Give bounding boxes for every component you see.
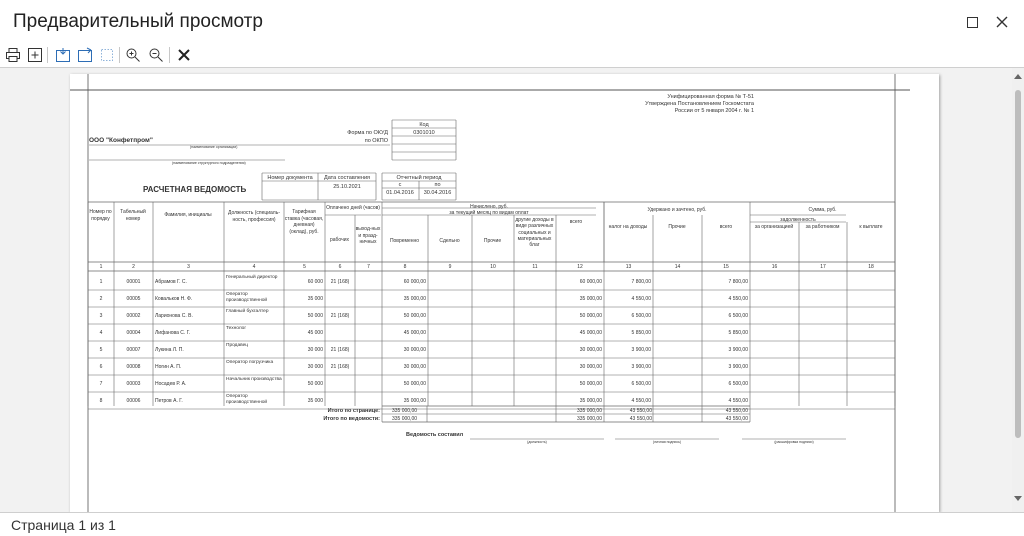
- docdate-value: 25.10.2021: [333, 184, 361, 190]
- cell-wtotal: 5 850,00: [728, 330, 748, 336]
- toolbar-separator: [169, 47, 170, 63]
- total-doc-wtotal: 43 550,00: [725, 416, 748, 422]
- close-icon: [996, 16, 1008, 28]
- h-withheld: Удержано и зачтено, руб.: [647, 207, 707, 213]
- h-paid: Оплачено дней (часов): [326, 205, 380, 211]
- period-from-label: с: [398, 182, 402, 188]
- form-line-3: России от 5 января 2004 г. № 1: [674, 108, 754, 114]
- cell-tab: 00007: [126, 347, 141, 353]
- cell-time: 50 000,00: [403, 313, 426, 319]
- toolbar-separator: [119, 47, 120, 63]
- cell-time: 50 000,00: [403, 381, 426, 387]
- cell-wtotal: 4 550,00: [728, 296, 748, 302]
- export-page-button[interactable]: [53, 45, 73, 65]
- status-bar: [0, 512, 1024, 536]
- column-number: 13: [625, 264, 632, 270]
- cell-days: 21 (168): [330, 279, 350, 285]
- cell-pos: Оператор производственной: [226, 394, 268, 405]
- cell-tab: 00002: [126, 313, 141, 319]
- cell-n: 2: [99, 296, 103, 302]
- cell-n: 5: [99, 347, 103, 353]
- maximize-button[interactable]: [960, 10, 984, 34]
- docnum-header: Номер документа: [267, 175, 313, 181]
- cell-pos: Главный бухгалтер: [226, 309, 269, 314]
- h-holiday: выход-ных и празд-ничных: [355, 226, 381, 245]
- cell-tax: 6 500,00: [631, 313, 651, 319]
- zoom-in-button[interactable]: [123, 45, 143, 65]
- cell-total: 30 000,00: [579, 364, 602, 370]
- h-other-inc: другие доходы в виде различных социальных и материальных благ: [515, 217, 554, 249]
- add-button[interactable]: [25, 45, 45, 65]
- cell-rate: 50 000: [307, 313, 323, 319]
- h-name: Фамилия, инициалы: [164, 212, 212, 218]
- column-number: 10: [490, 264, 496, 270]
- cell-name: Петров А. Г.: [155, 398, 183, 404]
- okud-value: 0301010: [413, 130, 435, 136]
- vertical-scrollbar[interactable]: [1012, 68, 1024, 512]
- zoom-out-button[interactable]: [146, 45, 166, 65]
- cell-time: 30 000,00: [403, 347, 426, 353]
- close-window-button[interactable]: [990, 10, 1014, 34]
- column-number: 16: [771, 264, 778, 270]
- column-number: 15: [723, 264, 729, 270]
- h-time: Повременно: [389, 238, 420, 244]
- cell-time: 30 000,00: [403, 364, 426, 370]
- toolbar: [0, 44, 1024, 66]
- cell-wtotal: 6 500,00: [728, 313, 748, 319]
- cell-n: 1: [99, 279, 103, 285]
- org-caption: (наименование организации): [190, 145, 238, 149]
- org-name: ООО "Конфетпром": [89, 137, 153, 144]
- cell-tax: 4 550,00: [631, 296, 651, 302]
- h-debt: задолженность: [780, 217, 816, 223]
- period-to-label: по: [434, 182, 441, 188]
- h-other: Прочие: [483, 238, 502, 244]
- h-piece: Сдельно: [439, 238, 460, 244]
- form-line-1: Унифицированная форма № Т-51: [667, 94, 754, 100]
- cell-pos: Оператор погрузчика: [226, 360, 274, 365]
- scroll-up-icon[interactable]: [1014, 74, 1022, 79]
- column-number: 17: [820, 264, 826, 270]
- column-number: 2: [132, 264, 135, 270]
- okud-label: Форма по ОКУД: [347, 130, 388, 136]
- cell-n: 3: [99, 313, 103, 319]
- form-line-2: Утверждена Постановлением Госкомстата: [645, 101, 754, 107]
- total-doc-sum: 335 000,00: [576, 416, 602, 422]
- cell-wtotal: 7 800,00: [728, 279, 748, 285]
- sig-position: (должность): [527, 440, 547, 444]
- cell-rate: 35 000: [307, 296, 323, 302]
- cell-pos: Генеральный директор: [226, 275, 278, 280]
- cell-total: 30 000,00: [579, 347, 602, 353]
- cell-name: Абрамов Г. С.: [155, 279, 187, 285]
- zoom-in-icon: [125, 47, 141, 63]
- cell-wtotal: 3 900,00: [728, 347, 748, 353]
- cell-tab: 00008: [126, 364, 141, 370]
- cell-wtotal: 3 900,00: [728, 364, 748, 370]
- cell-n: 4: [99, 330, 103, 336]
- cell-tax: 3 900,00: [631, 364, 651, 370]
- cell-wtotal: 4 550,00: [728, 398, 748, 404]
- sig-sign: (личная подпись): [652, 440, 682, 444]
- cell-days: 21 (168): [330, 364, 350, 370]
- column-number: 1: [99, 264, 103, 270]
- total-page-sum: 335 000,00: [576, 408, 602, 414]
- cell-pos: Оператор производственной: [226, 292, 268, 303]
- h-debt-emp: за работником: [805, 224, 840, 230]
- total-doc-tax: 43 550,00: [629, 416, 652, 422]
- cell-days: 21 (168): [330, 347, 350, 353]
- cell-tax: 7 800,00: [631, 279, 651, 285]
- cell-tax: 3 900,00: [631, 347, 651, 353]
- signed-label: Ведомость составил: [406, 432, 464, 438]
- cell-total: 35 000,00: [579, 398, 602, 404]
- h-w-other: Прочие: [668, 224, 686, 230]
- cell-rate: 30 000: [307, 347, 323, 353]
- page-status: Страница 1 из 1: [11, 517, 116, 533]
- h-current: за текущий месяц по видам оплат: [449, 210, 529, 216]
- cell-rate: 60 000: [307, 279, 323, 285]
- total-page-tax: 43 550,00: [629, 408, 652, 414]
- doc-title: РАСЧЕТНАЯ ВЕДОМОСТЬ: [143, 185, 247, 194]
- add-icon: [27, 47, 43, 63]
- h-w-total: всего: [719, 224, 733, 230]
- total-doc-label: Итого по ведомости:: [323, 416, 380, 422]
- cell-tax: 5 850,00: [631, 330, 651, 336]
- cell-tab: 00001: [126, 279, 141, 285]
- sig-decode: (расшифровка подписи): [774, 440, 814, 444]
- print-button[interactable]: [3, 45, 23, 65]
- cell-n: 8: [99, 398, 103, 404]
- cell-total: 50 000,00: [579, 313, 602, 319]
- grid-icon: [99, 47, 115, 63]
- cell-wtotal: 6 500,00: [728, 381, 748, 387]
- total-page-label: Итого по странице:: [327, 408, 380, 414]
- cell-tab: 00003: [126, 381, 141, 387]
- close-preview-button[interactable]: [174, 45, 194, 65]
- cell-total: 60 000,00: [579, 279, 602, 285]
- h-accrued: Начислено, руб.: [470, 204, 508, 210]
- cell-tab: 00005: [126, 296, 141, 302]
- h-debt-org: за организацией: [754, 224, 794, 230]
- division-caption: (наименование структурного подразделения): [172, 161, 246, 165]
- cell-name: Лифанова С. Г.: [155, 330, 191, 336]
- h-sum: Сумма, руб.: [808, 207, 837, 213]
- cell-rate: 45 000: [307, 330, 323, 336]
- column-number: 4: [252, 264, 256, 270]
- export-page-icon: [55, 47, 71, 63]
- h-total: всего: [569, 219, 583, 225]
- cell-tax: 4 550,00: [631, 398, 651, 404]
- preview-viewport[interactable]: [0, 67, 1024, 513]
- cell-days: 21 (168): [330, 313, 350, 319]
- table-grid: [70, 74, 939, 512]
- cell-time: 35 000,00: [403, 296, 426, 302]
- cell-pos: Технолог: [226, 326, 247, 331]
- cell-total: 50 000,00: [579, 381, 602, 387]
- okpo-label: по ОКПО: [364, 138, 388, 144]
- cell-pos: Начальник производства: [226, 377, 282, 382]
- cell-pos: Продавец: [226, 343, 249, 348]
- h-tab: Табельный номер: [120, 209, 146, 222]
- cell-n: 6: [99, 364, 103, 370]
- period-header: Отчетный период: [396, 175, 442, 181]
- title-bar: [0, 0, 1024, 44]
- close-icon: [177, 48, 191, 62]
- cell-total: 35 000,00: [579, 296, 602, 302]
- total-doc-time: 335 000,00: [391, 416, 418, 422]
- column-number: 9: [448, 264, 452, 270]
- column-number: 8: [403, 264, 407, 270]
- total-page-wtotal: 43 550,00: [725, 408, 748, 414]
- column-number: 7: [367, 264, 370, 270]
- column-number: 3: [187, 264, 190, 270]
- column-number: 14: [674, 264, 681, 270]
- cell-name: Лукина Л. П.: [155, 347, 184, 353]
- column-number: 11: [532, 264, 538, 270]
- export-button[interactable]: [75, 45, 95, 65]
- scroll-down-icon[interactable]: [1014, 496, 1022, 501]
- code-header: Код: [419, 122, 429, 128]
- cell-time: 35 000,00: [403, 398, 426, 404]
- print-icon: [5, 47, 21, 63]
- zoom-out-icon: [148, 47, 164, 63]
- period-from: 01.04.2016: [386, 190, 414, 196]
- window-title: Предварительный просмотр: [13, 11, 263, 32]
- h-position: Должность (специаль-ность, профессия): [228, 210, 280, 223]
- cell-tax: 6 500,00: [631, 381, 651, 387]
- column-number: 12: [577, 264, 583, 270]
- h-tax: налог на доходы: [608, 224, 648, 230]
- document-page: [70, 74, 939, 512]
- export-icon: [77, 47, 93, 63]
- h-pay: к выплате: [859, 224, 883, 230]
- h-work: рабочих: [330, 237, 349, 243]
- total-page-time: 335 000,00: [391, 408, 418, 414]
- docdate-header: Дата составления: [324, 175, 370, 181]
- h-order: Номер по порядку: [89, 209, 112, 222]
- scroll-thumb[interactable]: [1015, 90, 1021, 438]
- cell-name: Ногин А. П.: [155, 364, 182, 370]
- period-to: 30.04.2016: [423, 190, 452, 196]
- cell-rate: 50 000: [307, 381, 323, 387]
- cell-time: 60 000,00: [403, 279, 426, 285]
- h-rate: Тарифная ставка (часовая, дневная) (оклад), руб.: [284, 209, 324, 235]
- column-number: 18: [868, 264, 874, 270]
- cell-tab: 00006: [126, 398, 141, 404]
- cell-n: 7: [99, 381, 103, 387]
- cell-time: 45 000,00: [403, 330, 426, 336]
- cell-name: Ларионова С. В.: [155, 313, 193, 319]
- toolbar-separator: [47, 47, 48, 63]
- grid-button[interactable]: [97, 45, 117, 65]
- cell-name: Ковальков Н. Ф.: [155, 296, 193, 302]
- cell-rate: 35 000: [307, 398, 323, 404]
- maximize-icon: [967, 17, 978, 28]
- cell-total: 45 000,00: [579, 330, 602, 336]
- column-number: 5: [303, 264, 306, 270]
- column-number: 6: [338, 264, 342, 270]
- cell-name: Носадев Р. А.: [155, 381, 187, 387]
- cell-tab: 00004: [126, 330, 141, 336]
- cell-rate: 30 000: [307, 364, 323, 370]
